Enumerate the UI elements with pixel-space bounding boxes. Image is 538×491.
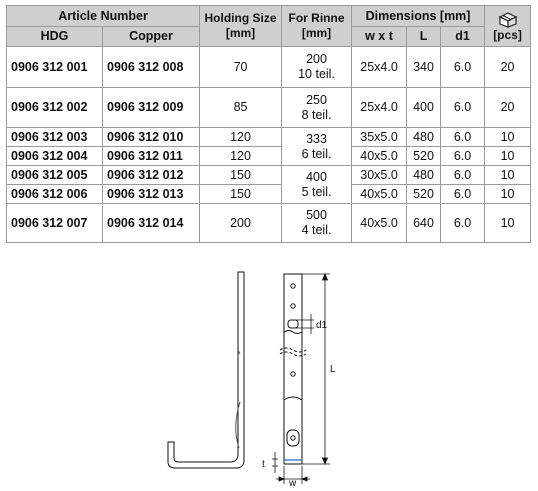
cell-wxt: 35x5.0 [352,128,407,147]
cell-holding: 150 [200,185,282,204]
cell-rinne [282,166,352,204]
header-holding-size [200,6,282,47]
header-d1: d1 [441,27,485,47]
cell-d1: 6.0 [441,185,485,204]
cell-copper: 0906 312 011 [103,147,200,166]
cell-holding: 70 [200,47,282,88]
label-d1: d1 [316,320,328,331]
header-article-number: Article Number [7,6,200,27]
cell-rinne-parts: 5 teil. [301,184,332,199]
label-w: w [289,478,297,489]
cell-rinne [282,204,352,243]
cell-hdg: 0906 312 005 [7,166,103,185]
table-row [7,185,531,204]
hook-side-view [168,272,244,468]
cell-wxt: 40x5.0 [352,185,407,204]
cell-d1: 6.0 [441,88,485,128]
cell-rinne-parts: 8 teil. [301,107,332,122]
cell-rinne-size: 250 [306,92,327,107]
header-hdg: HDG [7,27,103,47]
specification-table [6,5,531,243]
cell-holding: 120 [200,147,282,166]
table-row [7,88,531,128]
cell-copper: 0906 312 010 [103,128,200,147]
header-copper: Copper [103,27,200,47]
cell-l: 400 [407,88,441,128]
technical-drawing [0,262,538,491]
cell-d1: 6.0 [441,147,485,166]
box-icon [497,10,519,28]
header-pcs-label: [pcs] [493,27,522,42]
cell-wxt: 25x4.0 [352,88,407,128]
cell-hdg: 0906 312 007 [7,204,103,243]
header-dimensions: Dimensions [mm] [352,6,485,27]
cell-holding: 200 [200,204,282,243]
cell-holding: 120 [200,128,282,147]
table-row [7,128,531,147]
cell-copper: 0906 312 009 [103,88,200,128]
cell-rinne [282,47,352,88]
cell-copper: 0906 312 008 [103,47,200,88]
cell-d1: 6.0 [441,47,485,88]
cell-hdg: 0906 312 002 [7,88,103,128]
header-holding-size-label: Holding Size [204,11,277,25]
cell-wxt: 40x5.0 [352,204,407,243]
cell-d1: 6.0 [441,166,485,185]
cell-pcs: 10 [485,147,531,166]
cell-copper: 0906 312 012 [103,166,200,185]
cell-pcs: 10 [485,204,531,243]
cell-holding: 150 [200,166,282,185]
cell-copper: 0906 312 014 [103,204,200,243]
cell-rinne-size: 500 [306,208,327,222]
cell-d1: 6.0 [441,128,485,147]
cell-l: 480 [407,166,441,185]
cell-hdg: 0906 312 003 [7,128,103,147]
cell-rinne-parts: 4 teil. [301,223,332,237]
header-l: L [407,27,441,47]
cell-l: 480 [407,128,441,147]
cell-wxt: 30x5.0 [352,166,407,185]
header-for-rinne-label: For Rinne [288,11,345,25]
cell-pcs: 10 [485,128,531,147]
cell-d1: 6.0 [441,204,485,243]
table-row [7,147,531,166]
cell-l: 520 [407,147,441,166]
header-for-rinne-unit: [mm] [301,26,332,40]
cell-hdg: 0906 312 001 [7,47,103,88]
cell-l: 640 [407,204,441,243]
cell-rinne-size: 333 [306,131,327,146]
cell-pcs: 10 [485,166,531,185]
cell-l: 340 [407,47,441,88]
cell-l: 520 [407,185,441,204]
cell-hdg: 0906 312 006 [7,185,103,204]
cell-rinne [282,88,352,128]
cell-rinne [282,128,352,166]
cell-hdg: 0906 312 004 [7,147,103,166]
cell-pcs: 20 [485,47,531,88]
header-pcs [485,6,531,47]
label-L: L [330,364,336,375]
cell-copper: 0906 312 013 [103,185,200,204]
table-row [7,166,531,185]
cell-holding: 85 [200,88,282,128]
cell-rinne-parts: 6 teil. [301,146,332,161]
cell-pcs: 20 [485,88,531,128]
cell-rinne-size: 400 [306,169,327,184]
cell-wxt: 25x4.0 [352,47,407,88]
header-holding-size-unit: [mm] [225,26,256,40]
cell-pcs: 10 [485,185,531,204]
table-row [7,47,531,88]
cell-rinne-size: 200 [306,52,327,66]
header-wxt: w x t [352,27,407,47]
strip-front-view [280,274,306,464]
label-t: t [262,459,265,470]
table-row [7,204,531,243]
cell-rinne-parts: 10 teil. [298,67,335,81]
cell-wxt: 40x5.0 [352,147,407,166]
header-for-rinne [282,6,352,47]
